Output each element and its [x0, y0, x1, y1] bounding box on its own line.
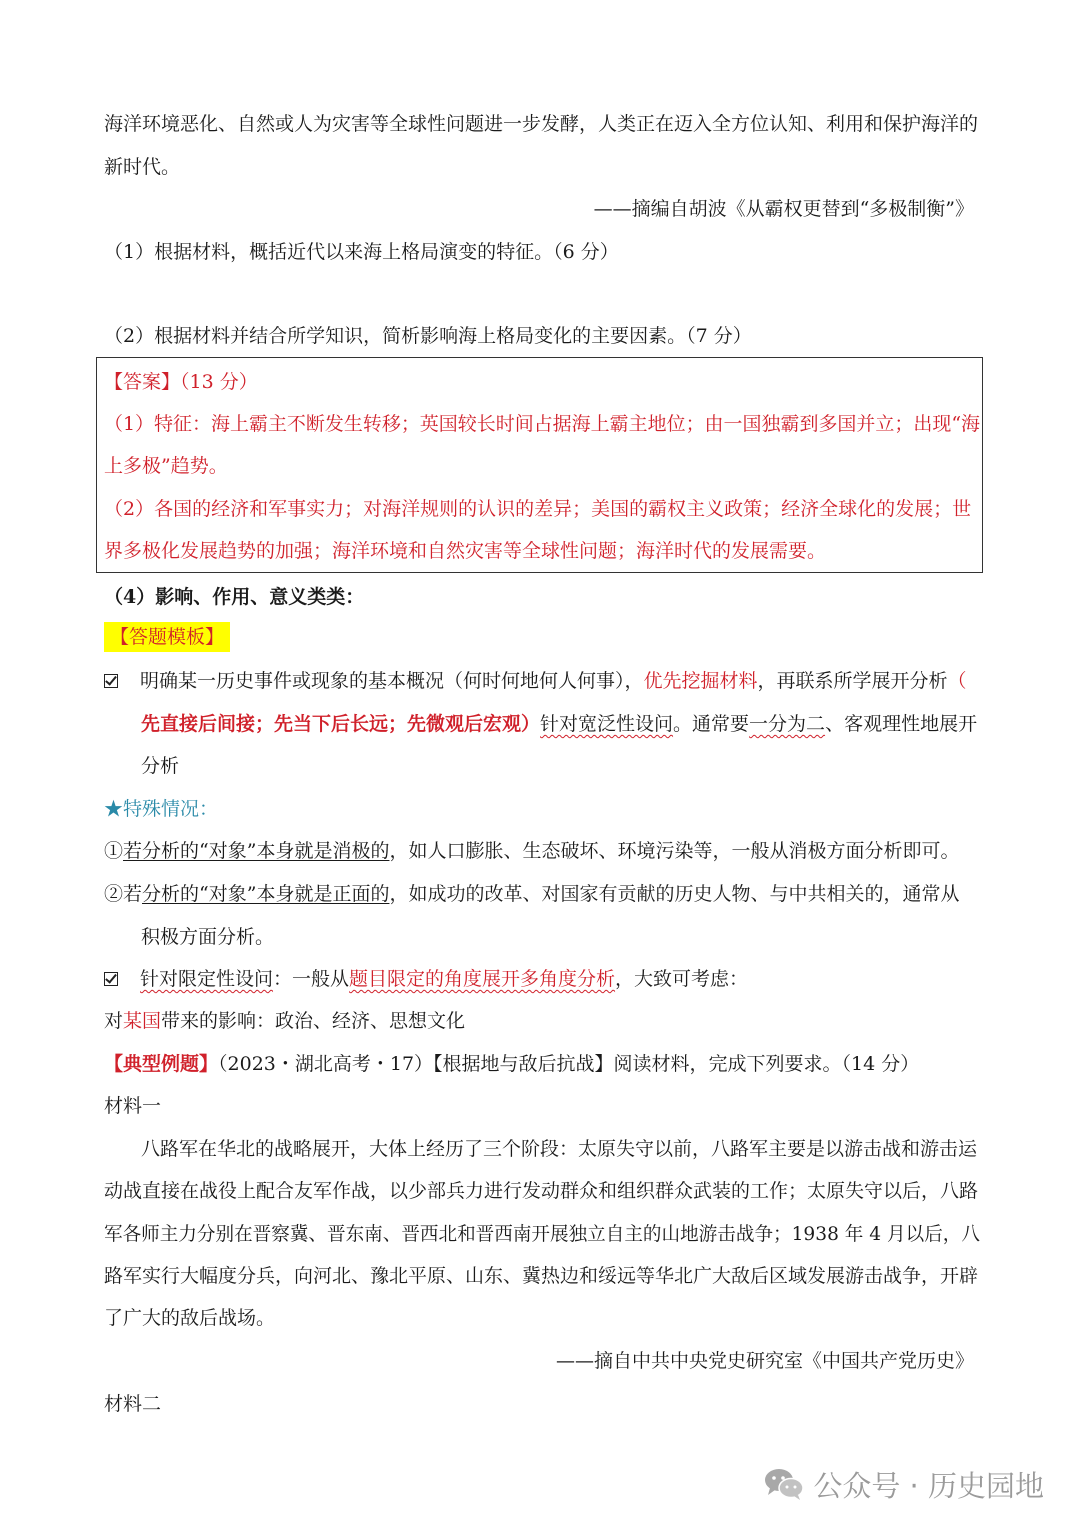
material-2-title: 材料二 [104, 1393, 162, 1415]
example-label: 【典型例题】 [104, 1053, 219, 1075]
template-item-1-line-3: 分析 [141, 755, 180, 777]
watermark [763, 1464, 1044, 1504]
question-1: （1）根据材料，概括近代以来海上格局演变的特征。（6 分） [104, 241, 619, 263]
wechat-icon [763, 1466, 805, 1502]
material-1-line-2: 动战直接在战役上配合友军作战，以少部兵力进行发动群众和组织群众武装的工作；太原失守以后，八路 [104, 1180, 979, 1202]
question-2: （2）根据材料并结合所学知识，简析影响海上格局变化的主要因素。（7 分） [104, 325, 752, 347]
template-item-2: 针对限定性设问：一般从题目限定的角度展开多角度分析，大致可考虑： [104, 966, 748, 992]
special-case-2-cont: 积极方面分析。 [141, 926, 275, 948]
answer-2-line-1: （2）各国的经济和军事实力；对海洋规则的认识的差异；美国的霸权主义政策；经济全球化的发展；世 [104, 498, 972, 520]
answer-score: （13 分） [180, 371, 258, 393]
material-1-line-5: 了广大的敌后战场。 [104, 1307, 276, 1329]
material-1-line-4: 路军实行大幅度分兵，向河北、豫北平原、山东、冀热边和绥远等华北广大敌后区域发展游击战争，开辟 [104, 1265, 979, 1287]
intro-line-1: 海洋环境恶化、自然或人为灾害等全球性问题进一步发酵，人类正在迈入全方位认知、利用和保护海洋的 [104, 113, 979, 135]
template-label-wrap [104, 624, 230, 650]
example-heading: 【典型例题】（2023・湖北高考・17）【根据地与敌后抗战】阅读材料，完成下列要求。（14 分） [104, 1053, 920, 1075]
answer-header [104, 369, 258, 395]
answer-label: 【答案】 [104, 371, 181, 393]
template-label: 【答题模板】 [104, 622, 230, 652]
template-item-1-line-2: 先直接后间接；先当下后长远；先微观后宏观）针对宽泛性设问。通常要一分为二、客观理性地展开 [141, 713, 978, 735]
intro-source: ——摘编自胡波《从霸权更替到“多极制衡”》 [593, 198, 974, 220]
intro-line-2: 新时代。 [104, 156, 181, 178]
material-1-source: ——摘自中共中央党史研究室《中国共产党历史》 [555, 1350, 974, 1372]
material-1-line-1: 八路军在华北的战略展开，大体上经历了三个阶段：太原失守以前，八路军主要是以游击战和游击运 [141, 1138, 978, 1160]
special-case-2: ②若分析的“对象”本身就是正面的，如成功的改革、对国家有贡献的历史人物、与中共相关的，通常从 [104, 883, 960, 905]
answer-1-line-1: （1）特征：海上霸主不断发生转移；英国较长时间占据海上霸主地位；由一国独霸到多国并立；出现“海 [104, 413, 981, 435]
two-sides: 一分为二 [749, 713, 826, 735]
material-1-title: 材料一 [104, 1095, 162, 1117]
special-label: ★特殊情况： [104, 798, 219, 820]
material-1-line-3: 军各师主力分别在晋察冀、晋东南、晋西北和晋西南开展独立自主的山地游击战争；1938 年 4 月以后，八 [104, 1223, 980, 1245]
checkbox-icon [104, 674, 118, 688]
special-case-1: ①若分析的“对象”本身就是消极的，如人口膨胀、生态破坏、环境污染等，一般从消极方面分析即可。 [104, 840, 960, 862]
country-influence: 对某国带来的影响：政治、经济、思想文化 [104, 1010, 466, 1032]
analysis-order: 先直接后间接；先当下后长远；先微观后宏观） [141, 713, 541, 735]
answer-2-line-2: 界多极化发展趋势的加强；海洋环境和自然灾害等全球性问题；海洋时代的发展需要。 [104, 540, 827, 562]
broad-question: 针对宽泛性设问 [540, 713, 674, 735]
answer-1-line-2: 上多极”趋势。 [104, 455, 228, 477]
template-item-1-line-1: 明确某一历史事件或现象的基本概况（何时何地何人何事），优先挖掘材料，再联系所学展开分析（ [104, 668, 967, 694]
emphasis-dig-material: 优先挖掘材料 [643, 670, 758, 692]
section-4-heading: （4）影响、作用、意义类类： [104, 586, 365, 608]
checkbox-icon [104, 972, 118, 986]
watermark-text: 公众号 · 历史园地 [813, 1468, 1044, 1503]
